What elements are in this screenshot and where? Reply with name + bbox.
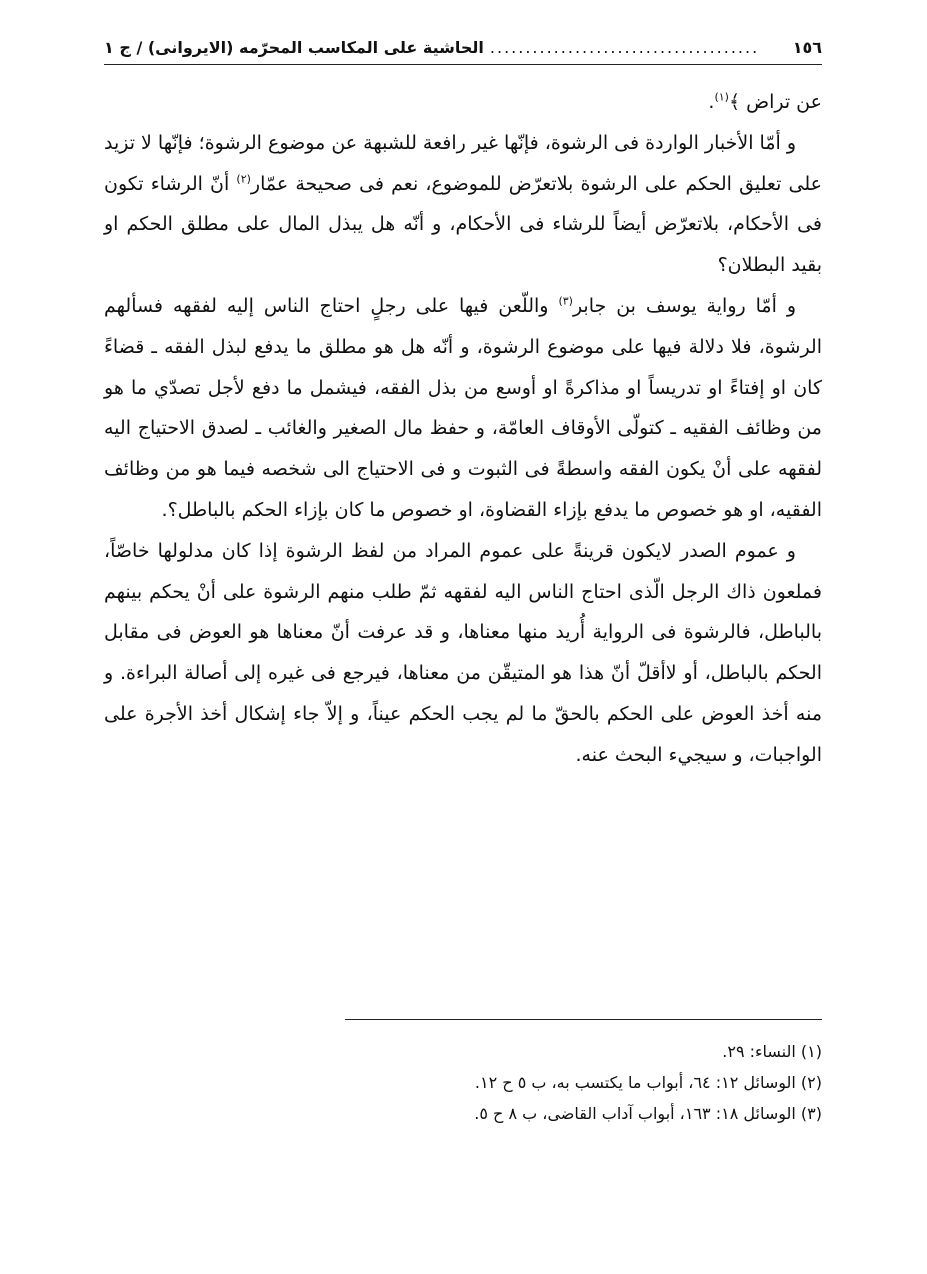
footnote-ref-2: (٢) xyxy=(236,172,251,186)
footnote-ref-1: (١) xyxy=(714,90,729,104)
header-rule xyxy=(104,64,822,65)
running-title: الحاشية على المكاسب المحرّمه (الايروانى) / ج ١ xyxy=(104,37,484,57)
page-header xyxy=(104,32,822,62)
paragraph-3 xyxy=(104,286,822,531)
page-number: ١٥٦ xyxy=(792,37,822,57)
header-leader-dots: ...................................... xyxy=(489,37,760,57)
paragraph-2-text-b: أنّ الرشاء تكون فى الأحكام، بلاتعرّض أيضاً للرشاء فى الأحكام، و أنّه هل يبذل المال على مطلق الحكم او بقيد البطلان؟ xyxy=(104,172,822,277)
paragraph-1-end: . xyxy=(708,91,715,113)
paragraph-1-text: عن تراض ﴾ xyxy=(728,91,822,113)
footnote-2: (٢) الوسائل ١٢: ٦٤، أبواب ما يكتسب به، ب ٥ ح ١٢. xyxy=(474,1073,822,1092)
footnote-ref-3: (٣) xyxy=(558,294,573,308)
paragraph-3-text-b: واللّعن فيها على رجلٍ احتاج الناس إليه لفقهه فسألهم الرشوة، فلا دلالة فيها على موضوع الرشوة، و أنّه هل هو مطلق ما يدفع لبذل الفقه ـ قضاءً كان او إفتاءً او تدريساً او مذاكرةً او أوسع من بذل الفقه، فيشمل ما دفع لأجل تصدّي ما هو من وظائف الفقيه ـ كتولّى الأوقاف العامّة، و حفظ مال الصغير والغائب ـ لصدق الاحتياج اليه لفقهه على أنْ يكون الفقه واسطةً فى الثبوت و فى الاحتياج الى شخصه فيما هو من وظائف الفقيه، او هو خصوص ما يدفع بإزاء القضاوة، او خصوص ما كان بإزاء الحكم بالباطل؟. xyxy=(104,294,822,521)
paragraph-2 xyxy=(104,123,822,286)
footnote-1: (١) النساء: ٢٩. xyxy=(722,1042,822,1061)
paragraph-1 xyxy=(104,82,822,123)
footnote-rule xyxy=(345,1019,822,1020)
paragraph-3-text-a: و أمّا رواية يوسف بن جابر xyxy=(572,294,796,317)
paragraph-2-text-a: و أمّا الأخبار الواردة فى الرشوة، فإنّها غير رافعة للشبهة عن موضوع الرشوة؛ فإنّها لا تزيد على تعليق الحكم على الرشوة بلاتعرّض للموضوع، نعم فى صحيحة عمّار xyxy=(103,131,822,195)
main-text xyxy=(104,82,822,776)
paragraph-4: و عموم الصدر لايكون قرينةً على عموم المراد من لفظ الرشوة إذا كان مدلولها خاصّاً، فملعون ذاك الرجل الّذى احتاج الناس اليه لفقهه ثمّ طلب منهم الرشوة على أنْ يحكم بينهم بالباطل، فالرشوة فى الرواية أُريد منها معناها، و قد عرفت أنّ معناها هو العوض فى مقابل الحكم بالباطل، أو لاأقلّ أنّ هذا هو المتيقّن من معناها، فيرجع فى غيره إلى أصالة البراءة. و منه أخذ العوض على الحكم بالحقّ ما لم يجب الحكم عيناً، و إلاّ جاء إشكال أخذ الأجرة على الواجبات، و سيجيء البحث عنه. xyxy=(104,539,822,766)
footnotes xyxy=(340,1036,822,1129)
footnote-3: (٣) الوسائل ١٨: ١٦٣، أبواب آداب القاضى، ب ٨ ح ٥. xyxy=(474,1104,822,1123)
